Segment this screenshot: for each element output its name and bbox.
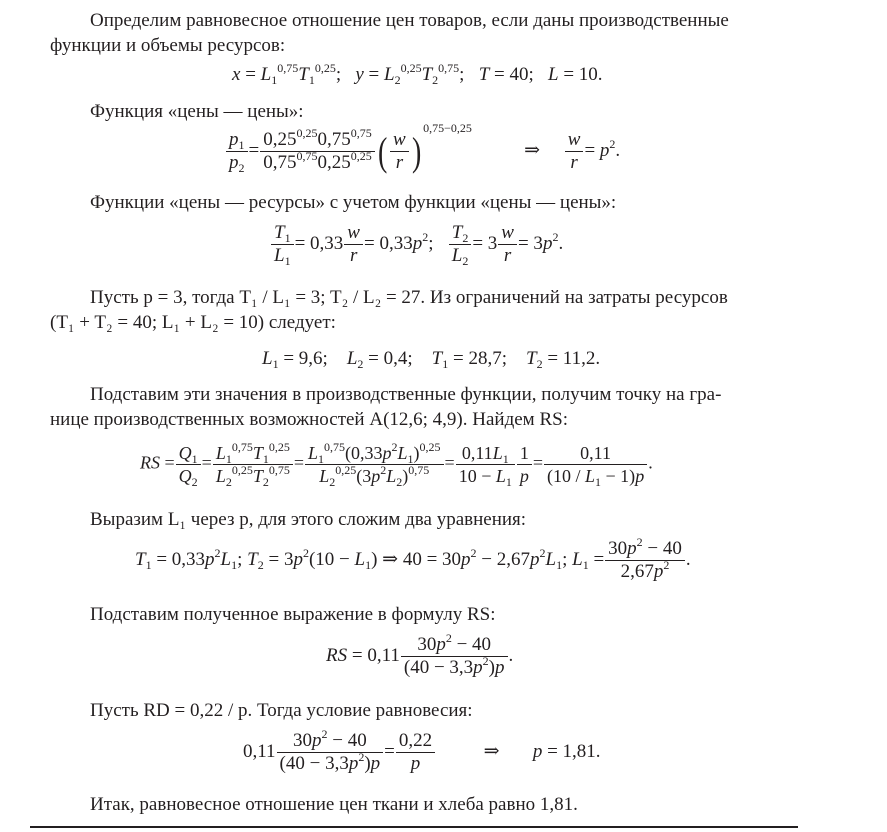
page-bottom-rule — [30, 826, 798, 828]
formula-production-functions: $x = L_1^{0,75}T_1^{0,25}$; $y = L_2^{0,25}T_2^{0,75}$; T = 40; L = 10. — [232, 61, 603, 87]
paragraph-let-p — [50, 285, 800, 335]
formula-equilibrium: 0,11 $\frac{30p^2 - 40}{(40 - 3,3p^2)p}$ = $\frac{0,22}{p}$ ⇒ p = 1,81. — [243, 727, 601, 774]
formula-rs-expression: RS = 0,11 $\frac{30p^2 - 40}{(40 - 3,3p^2)p}$ . — [326, 631, 514, 678]
formula-price-resource: $\frac{T_1}{L_1}$ = 0,33 $\frac{w}{r}$ = $0,33p^2$; $\frac{T_2}{L_2}$ = 3 $\frac{w}{r}$ = $3p^2$. — [270, 222, 563, 267]
formula-l1: $T_1 = 0,33p^2L_1$; $T_2 = 3p^2(10 - L_1)$ ⇒ $40 = 30p^2 - 2,67p^2L_1$; $L_1$ = $\frac{30p^2 - 40}{2,67p^2}$ . — [135, 535, 691, 582]
text-line: Выразим L₁ через p, для этого сложим два уравнения: — [90, 509, 527, 530]
text-line: (T₁ + T₂ = 40; L₁ + L₂ = 10) следует: — [50, 312, 336, 333]
paragraph-substitute-rs — [50, 602, 800, 627]
text-line: нице производственных возможностей A(12,6; 4,9). Найдем RS: — [50, 409, 568, 430]
formula-rs: RS = $\frac{Q_1}{Q_2}$ = $\frac{L_1^{0,75}T_1^{0,25}}{L_2^{0,25}T_2^{0,75}}$ = $\frac{L_1^{0,75}(0,33p^2L_1)^{0,25}}{L_2^{0,25}(3p^2L_2)^{0,75}}$ = $\frac{0,11L_1}{10 - L_1}$ $\frac{1}{p}$ = $\frac{0,11}{(10 / L_1 - 1)p}$ . — [140, 440, 653, 489]
paragraph-substitute — [50, 382, 800, 432]
paragraph-intro — [50, 8, 800, 58]
text-line: Пусть p = 3, тогда T₁ / L₁ = 3; T₂ / L₂ = 27. Из ограничений на затраты ресурсов — [90, 287, 728, 308]
text-line: Функции «цены — ресурсы» с учетом функции «цены — цены»: — [90, 192, 617, 213]
text-line: Подставим полученное выражение в формулу RS: — [90, 604, 496, 625]
paragraph-conclusion — [50, 792, 800, 817]
paragraph-express-l1 — [50, 507, 800, 532]
paragraph-rd — [50, 698, 800, 723]
text-line: Итак, равновесное отношение цен ткани и хлеба равно 1,81. — [90, 794, 578, 815]
text-line: Подставим эти значения в производственные функции, получим точку на гра- — [90, 384, 722, 405]
text-line: функции и объемы ресурсов: — [50, 35, 286, 56]
text-line: Пусть RD = 0,22 / p. Тогда условие равновесия: — [90, 700, 473, 721]
paragraph-price-resource — [50, 190, 800, 215]
text-line: Функция «цены — цены»: — [90, 101, 304, 122]
formula-resource-values: $L_1 = 9,6$; $L_2 = 0,4$; $T_1 = 28,7$; $T_2 = 11,2$. — [262, 348, 601, 371]
formula-price-price: $\frac{p_1}{p_2}$ = $\frac{0,25^{0,25}0,75^{0,75}}{0,75^{0,75}0,25^{0,25}}$ ( $\frac{w}{r}$ )$^{0,75-0,25}$ ⇒ $\frac{w}{r}$ = $p^2$. — [225, 128, 620, 174]
text-line: Определим равновесное отношение цен товаров, если даны производственные — [90, 10, 729, 31]
